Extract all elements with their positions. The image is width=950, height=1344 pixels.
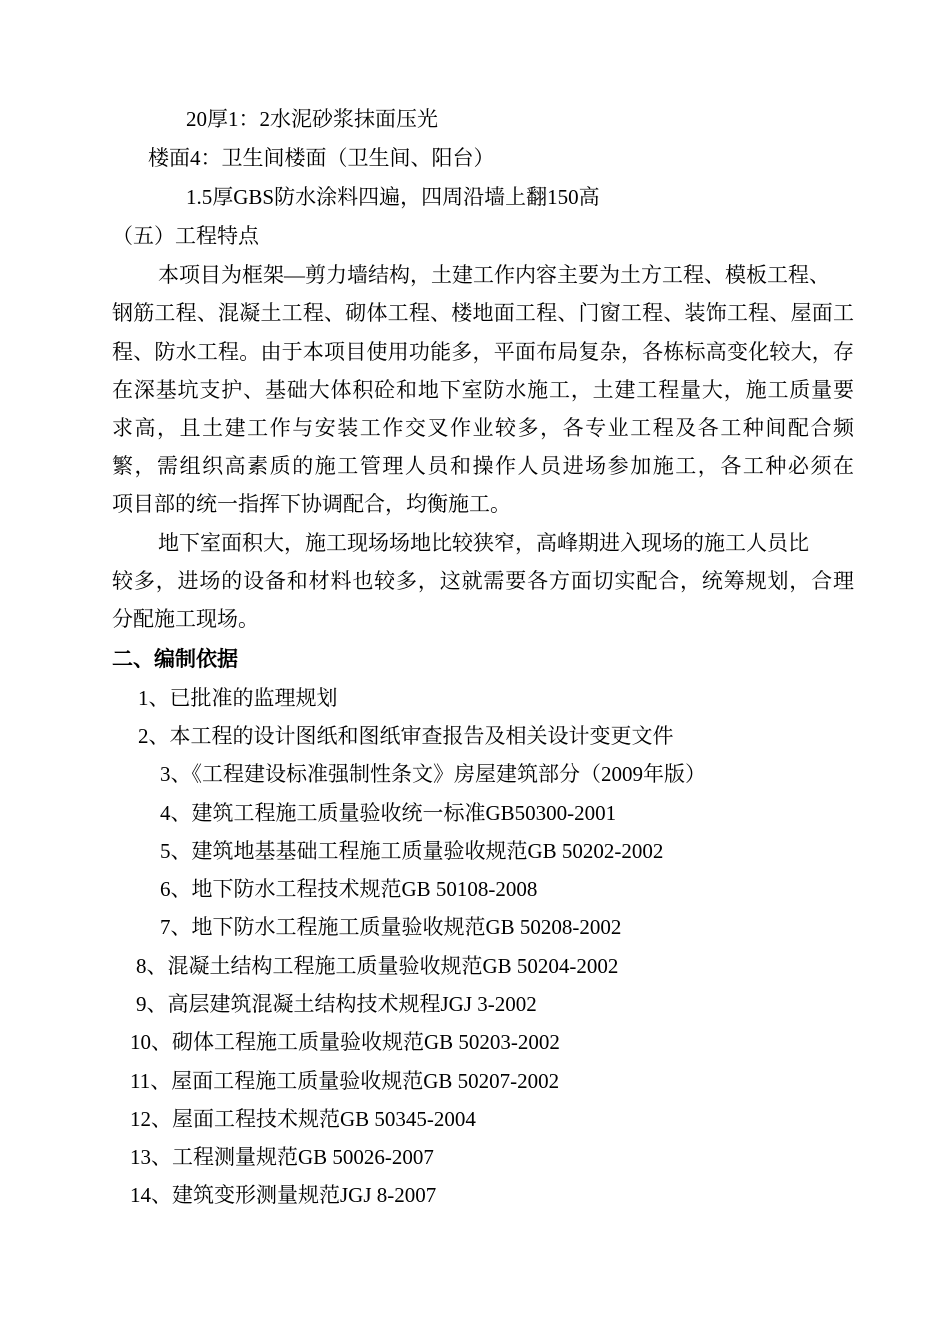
list-item: 1、已批准的监理规划 [138, 686, 338, 710]
list-item: 7、地下防水工程施工质量验收规范GB 50208-2002 [160, 915, 622, 939]
paragraph-line: 求高，且土建工作与安装工作交叉作业较多，各专业工程及各工种间配合频 [112, 416, 854, 440]
paragraph-line: 地下室面积大，施工现场场地比较狭窄，高峰期进入现场的施工人员比 [158, 531, 809, 555]
list-item: 5、建筑地基基础工程施工质量验收规范GB 50202-2002 [160, 839, 664, 863]
section-heading: 二、编制依据 [112, 647, 238, 671]
list-item: 9、高层建筑混凝土结构技术规程JGJ 3-2002 [136, 992, 537, 1016]
paragraph-line: 钢筋工程、混凝土工程、砌体工程、楼地面工程、门窗工程、装饰工程、屋面工 [112, 301, 854, 325]
paragraph-line: 在深基坑支护、基础大体积砼和地下室防水施工，土建工程量大，施工质量要 [112, 378, 854, 402]
list-item: 11、屋面工程施工质量验收规范GB 50207-2002 [130, 1069, 560, 1093]
section-heading: （五）工程特点 [112, 224, 259, 248]
list-item: 3、《工程建设标准强制性条文》房屋建筑部分（2009年版） [160, 762, 706, 786]
floor-spec-item: 1.5厚GBS防水涂料四遍，四周沿墙上翻150高 [186, 185, 600, 209]
paragraph-line: 程、防水工程。由于本项目使用功能多，平面布局复杂，各栋标高变化较大，存 [112, 340, 854, 364]
list-item: 14、建筑变形测量规范JGJ 8-2007 [130, 1183, 437, 1207]
paragraph-line: 繁，需组织高素质的施工管理人员和操作人员进场参加施工，各工种必须在 [112, 454, 854, 478]
paragraph-line: 本项目为框架—剪力墙结构，土建工作内容主要为土方工程、模板工程、 [158, 263, 830, 287]
list-item: 6、地下防水工程技术规范GB 50108-2008 [160, 877, 538, 901]
list-item: 12、屋面工程技术规范GB 50345-2004 [130, 1107, 476, 1131]
list-item: 10、砌体工程施工质量验收规范GB 50203-2002 [130, 1030, 560, 1054]
list-item: 8、混凝土结构工程施工质量验收规范GB 50204-2002 [136, 954, 619, 978]
paragraph-line: 较多，进场的设备和材料也较多，这就需要各方面切实配合，统筹规划，合理 [112, 569, 854, 593]
floor-spec-item: 20厚1：2水泥砂浆抹面压光 [186, 107, 438, 131]
paragraph-line: 分配施工现场。 [112, 607, 259, 631]
list-item: 4、建筑工程施工质量验收统一标准GB50300-2001 [160, 801, 617, 825]
paragraph-line: 项目部的统一指挥下协调配合，均衡施工。 [112, 492, 511, 516]
list-item: 2、本工程的设计图纸和图纸审查报告及相关设计变更文件 [138, 724, 674, 748]
floor4-title: 楼面4：卫生间楼面（卫生间、阳台） [148, 146, 495, 170]
list-item: 13、工程测量规范GB 50026-2007 [130, 1145, 434, 1169]
